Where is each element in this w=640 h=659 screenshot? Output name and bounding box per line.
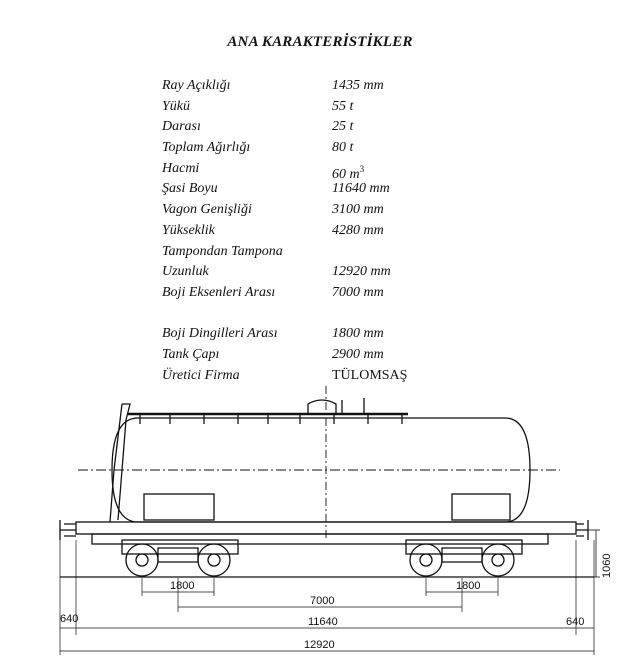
spec-label: Darası xyxy=(162,119,201,135)
spec-label: Tank Çapı xyxy=(162,346,220,362)
spec-label: Vagon Genişliği xyxy=(162,202,252,218)
dim-axle-left-label: 1800 xyxy=(170,580,195,592)
walkway-posts xyxy=(140,414,402,424)
dim-chassis-label: 11640 xyxy=(308,616,338,628)
spec-value: 2900 mm xyxy=(332,346,384,362)
spec-value: 1800 mm xyxy=(332,326,384,342)
buffer-right xyxy=(576,520,588,540)
spec-label: Tampondan Tampona xyxy=(162,243,283,259)
spec-value: 12920 mm xyxy=(332,264,391,280)
buffer-left xyxy=(60,520,76,540)
spec-value: 7000 mm xyxy=(332,284,384,300)
tank-dome xyxy=(308,400,336,414)
spec-value: TÜLOMSAŞ xyxy=(332,367,408,383)
page-title: ANA KARAKTERİSTİKLER xyxy=(227,34,413,50)
spec-label: Üretici Firma xyxy=(162,367,240,383)
spec-value: 25 t xyxy=(332,119,354,135)
spec-label: Şasi Boyu xyxy=(162,181,218,197)
tank-saddle-right xyxy=(452,494,510,520)
spec-value: 1435 mm xyxy=(332,78,384,93)
spec-label: Yükü xyxy=(162,98,190,114)
spec-label: Boji Eksenleri Arası xyxy=(162,284,276,300)
spec-value-text: 60 m xyxy=(332,166,360,182)
dim-bogie-centers-label: 7000 xyxy=(310,595,335,607)
spec-label: Toplam Ağırlığı xyxy=(162,140,251,156)
spec-value: 55 t xyxy=(332,98,354,114)
dim-overhang-right-label: 640 xyxy=(566,616,585,628)
dim-height-label: 1060 xyxy=(601,553,613,578)
spec-label: Hacmi xyxy=(162,160,200,176)
tank-saddle-left xyxy=(144,494,214,520)
spec-value: 3100 mm xyxy=(332,202,384,218)
dim-overhang-left-label: 640 xyxy=(60,613,79,625)
bogie-left xyxy=(122,540,238,576)
spec-label: Boji Dingilleri Arası xyxy=(162,326,278,342)
spec-label: Uzunluk xyxy=(162,264,209,280)
spec-value: 11640 mm xyxy=(332,181,390,197)
spec-label: Yükseklik xyxy=(162,222,215,238)
spec-label: Ray Açıklığı xyxy=(162,78,231,93)
spec-value: 80 t xyxy=(332,140,354,156)
dim-axle-right-label: 1800 xyxy=(456,580,481,592)
dim-overall-label: 12920 xyxy=(304,639,335,651)
bogie-right xyxy=(406,540,522,576)
spec-value: 4280 mm xyxy=(332,222,384,238)
spec-value-superscript: 3 xyxy=(359,163,365,174)
